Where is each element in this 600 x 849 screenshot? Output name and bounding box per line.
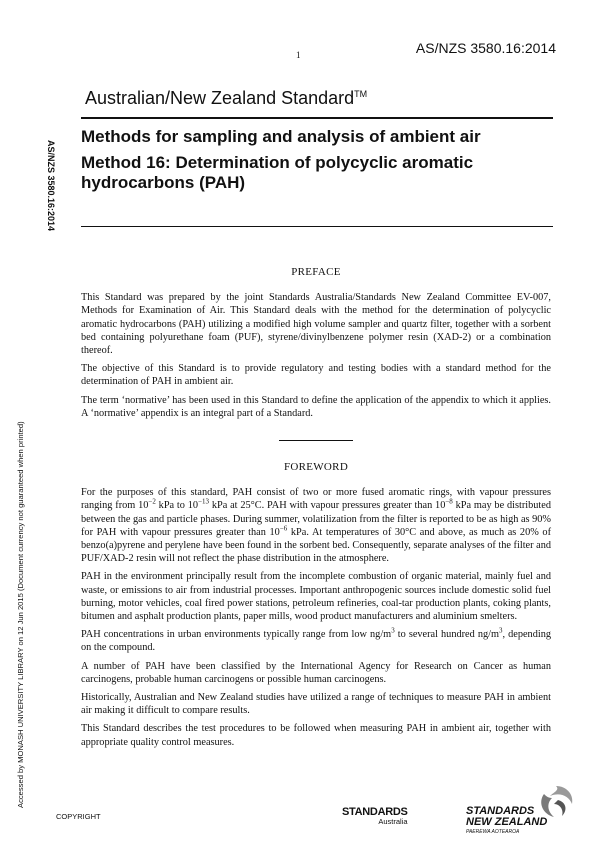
foreword-paragraph-4: A number of PAH have been classified by the International Agency for Research on Cancer as human carcinogens, probable human carcinogens or possible human carcinogens. [81,660,551,685]
top-rule [81,117,553,119]
standards-australia-logo [342,806,408,826]
preface-paragraph-3: The term ‘normative’ has been used in this Standard to define the application of the appendix to which it applies. A ‘normative’ appendix is an integral part of a Standard. [81,394,551,419]
fw-p1-text-d: kPa may be distributed between the gas and particle phases. During summer, volatilization from the filter is reported to be as high as 90% for PAH with vapour pressures greater than 10 [81,500,552,538]
logo2-line1: STANDARDS [466,805,535,817]
title-rule [81,226,553,227]
fw-p3-text-b: to several hundred ng/m [394,629,499,641]
preface-heading: PREFACE [291,266,341,278]
foreword-paragraph-1 [81,486,551,565]
logo2-line2: NEW ZEALAND [466,816,548,828]
standard-id: AS/NZS 3580.16:2014 [415,40,556,56]
logo2-sub-text: PAEREWA AOTEAROA [466,829,520,835]
fw-p3-text-a: PAH concentrations in urban environments typically range from low ng/m [81,629,392,641]
copyright-footer: COPYRIGHT [56,812,101,821]
series-title: Methods for sampling and analysis of ambient air [81,127,481,146]
vertical-standard-id: AS/NZS 3580.16:2014 [46,140,56,232]
foreword-paragraph-5: Historically, Australian and New Zealand studies have utilized a range of techniques to measure PAH in ambient air making it difficult to compare results. [81,692,551,717]
document-titles [81,127,551,193]
exponent: 3 [391,626,395,635]
foreword-heading: FOREWORD [283,461,349,474]
logo1-sub-text: Australia [378,817,408,826]
fw-p1-text-a: For the purposes of this standard, PAH consist of two or more fused aromatic rings, with vapour pressures ranging from 10 [81,487,551,512]
fw-p1-text-b: kPa to 10 [155,500,199,512]
section-separator [279,440,353,441]
foreword-paragraph-3 [81,628,551,654]
preface-paragraph-1: This Standard was prepared by the joint Standards Australia/Standards New Zealand Committee EV-007, Methods for Examination of Air. This Standard deals with the method for the determination of polycyclic aromatic hydrocarbons (PAH) utilizing a modified high volume sampler and quartz filter, together with a sorbent bed containing polyurethane foam (PUF), styrene/divinylbenzene polymer resin (XAD-2) or a combination thereof. [81,292,551,357]
exponent: −8 [445,498,453,507]
document-body [81,266,551,754]
method-title: Method 16: Determination of polycyclic aromatic hydrocarbons (PAH) [81,153,474,192]
trademark-mark: TM [354,89,368,99]
document-type-text: Australian/New Zealand Standard [85,88,355,108]
exponent: 3 [498,626,503,635]
fw-p1-text-c: kPa at 25°C. PAH with vapour pressures greater than 10 [209,500,446,512]
page-number: 1 [296,50,301,60]
logo1-main-text: STANDARDS [342,806,408,818]
foreword-paragraph-6: This Standard describes the test procedures to be followed when measuring PAH in ambient air, together with appropriate quality control measures. [81,723,551,748]
preface-paragraph-2: The objective of this Standard is to provide regulatory and testing bodies with a standard method for the determination of PAH in ambient air. [81,363,551,388]
document-type-title [85,88,367,109]
standards-nz-logo [466,806,547,835]
exponent: −13 [198,498,210,507]
fw-p3-text-c: , depending on the compound. [81,629,552,654]
exponent: −2 [148,498,156,507]
access-watermark: Accessed by MONASH UNIVERSITY LIBRARY on 12 Jun 2015 (Document currency not guaranteed when printed) [16,421,25,808]
fw-p1-text-e: kPa. At temperatures of 30°C and above, as much as 20% of benzo(a)pyrene and perylene have been found in the sorbent bed. Consequently, separate analyses of the filter and PUF/XAD-2 resin will not reflect the phase distribution in the atmosphere. [81,526,552,565]
exponent: −6 [279,524,288,533]
foreword-paragraph-2: PAH in the environment principally result from the incomplete combustion of organic material, mainly fuel and waste, or emissions to air from industrial processes. Important anthropogenic sources include domestic solid fuel burning, motor vehicles, coal fired power stations, petroleum refineries, coal-tar production plants, coking plants, bitumen and asphalt production plants, paper mills, wood product manufacturers and aluminium smelters. [81,571,551,623]
